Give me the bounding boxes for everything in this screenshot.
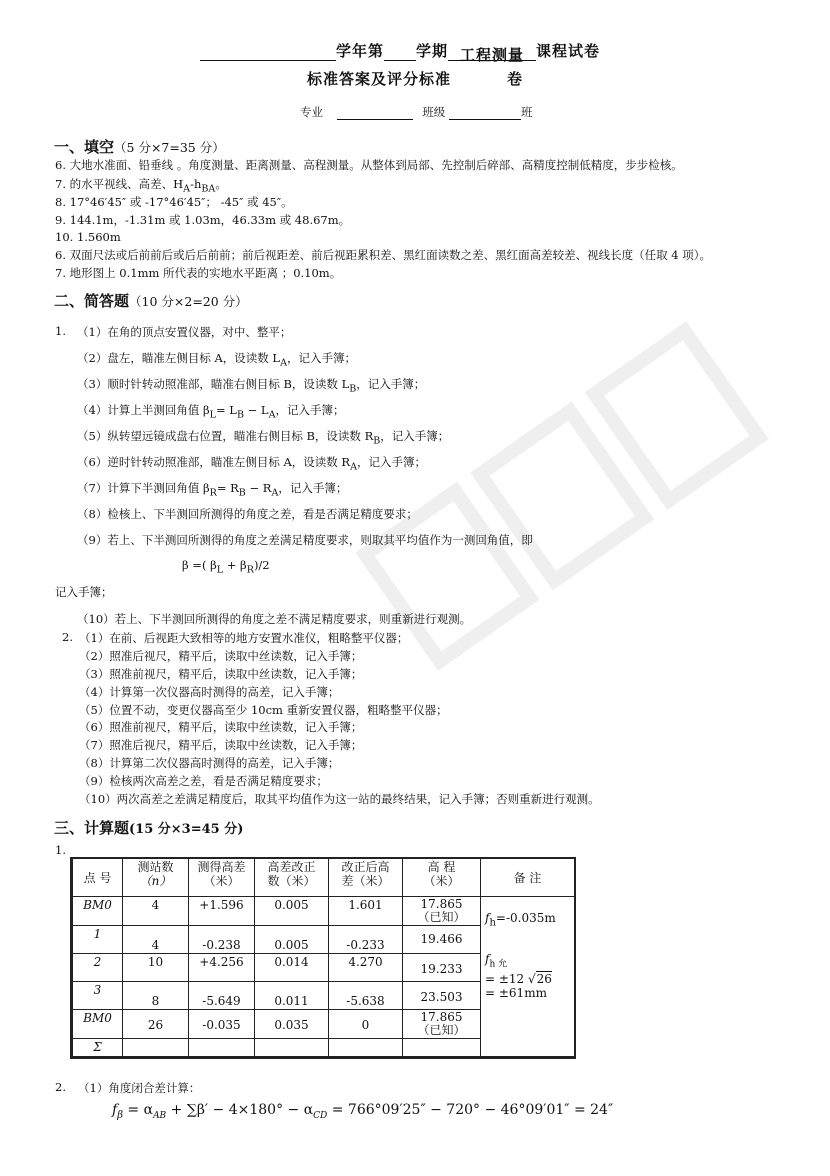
semester-label: 学期 xyxy=(416,42,449,60)
q2-step-1: （1）在前、后视距大致相等的地方安置水准仪，粗略整平仪器； xyxy=(79,631,409,645)
stations-cell: 4 xyxy=(123,897,189,926)
remark-fhr-sub: h 允 xyxy=(489,959,508,970)
exam-title-line1 xyxy=(200,40,601,64)
q1-num: 1. xyxy=(55,324,66,338)
corrected-cell: -5.638 xyxy=(329,982,403,1010)
q1-step-5: （5）纵转望远镜成盘右位置，瞄准右侧目标 B，设读数 $R_B$，记入手簿； xyxy=(77,429,450,447)
point-cell: 3 xyxy=(73,982,123,1010)
table-header-row xyxy=(73,859,575,897)
point-cell-sum: Σ xyxy=(73,1039,123,1057)
point-cell: BM0 xyxy=(73,897,123,926)
answer-key-label: 标准答案及评分标准 xyxy=(307,70,452,88)
col-header-measured-l1: 测得高差 xyxy=(197,860,246,874)
fill-item-7a xyxy=(55,176,227,194)
major-class-line xyxy=(300,104,532,120)
q1-step-4-eq: = L xyxy=(216,403,237,417)
fill-item-9: 9. 144.1m，-1.31m 或 1.03m，46.33m 或 48.67m。 xyxy=(55,213,351,227)
table-row xyxy=(73,897,575,926)
q1-step-4-text: （4）计算上半测回角值 β xyxy=(77,403,210,417)
correction-cell: 0.014 xyxy=(255,954,329,982)
fill-item-7a-sub-b: BA xyxy=(201,183,216,195)
col-header-stations xyxy=(123,859,189,897)
formula-ab-sub: AB xyxy=(153,1110,167,1121)
remark-allow-expr: = ±12 √26 xyxy=(485,971,552,986)
fill-item-6a: 6. 大地水准面、铅垂线 。角度测量、距离测量、高程测量。从整体到局部、先控制后碎部、高精度控制低精度，步步检核。 xyxy=(55,158,683,172)
remark-cell xyxy=(481,897,575,1057)
elevation-cell xyxy=(403,897,481,926)
remark-fh xyxy=(485,911,570,930)
correction-cell: 0.035 xyxy=(255,1010,329,1039)
class-label: 班级 xyxy=(422,105,446,119)
measured-cell: +1.596 xyxy=(189,897,255,926)
q1-step-2-tail: ，记入手簿； xyxy=(287,351,356,365)
remark-allow-expr-a: = ±12 xyxy=(485,971,525,986)
q1-step-6-tail: ，记入手簿； xyxy=(357,455,427,469)
section2-title xyxy=(54,290,248,311)
elevation-cell-sum xyxy=(403,1039,481,1057)
correction-cell: 0.011 xyxy=(255,982,329,1010)
point-cell: 1 xyxy=(73,926,123,954)
formula-middle: + ∑β′ − 4×180° − α xyxy=(166,1102,314,1118)
q1-step-4: （4）计算上半测回角值 $\beta_L= L_B - L_A$，记入手簿； xyxy=(77,403,345,421)
section1-title xyxy=(54,136,225,157)
q1-step-7-tail: ，记入手簿； xyxy=(278,481,348,495)
remark-sqrt-value: 26 xyxy=(536,971,552,986)
known-label: （已知） xyxy=(417,910,466,924)
leveling-table xyxy=(72,858,575,1057)
correction-cell-sum xyxy=(255,1039,329,1057)
q2-step-8: （8）计算第二次仪器高时测得的高差，记入手簿； xyxy=(79,756,340,770)
section2-heading: 二、简答题 xyxy=(54,292,130,310)
calc-q1-num: 1. xyxy=(55,843,66,857)
elevation-cell: 23.503 xyxy=(403,982,481,1010)
fill-item-7a-end: 。 xyxy=(215,177,227,191)
q1-step-1: （1）在角的顶点安置仪器，对中、整平； xyxy=(77,325,292,339)
elevation-cell xyxy=(403,1010,481,1039)
beta-formula-c: )/2 xyxy=(253,558,270,572)
exam-title-line2 xyxy=(307,68,523,89)
q1-step-10: （10）若上、下半测回所测得的角度之差不满足精度要求，则重新进行观测。 xyxy=(77,612,472,626)
exam-label: 课程试卷 xyxy=(536,42,601,60)
corrected-cell-sum xyxy=(329,1039,403,1057)
q1-step-8: （8）检核上、下半测回所测得的角度之差，看是否满足精度要求； xyxy=(77,507,418,521)
measured-cell: -5.649 xyxy=(189,982,255,1010)
q1-step-5-text: （5）纵转望远镜成盘右位置，瞄准右侧目标 B，设读数 R xyxy=(77,429,374,443)
remark-fhr-f: f xyxy=(485,952,490,967)
q1-step-4-minus: − L xyxy=(243,403,269,417)
corrected-cell: 4.270 xyxy=(329,954,403,982)
col-header-corrected xyxy=(329,859,403,897)
col-header-correction-l2: 数（米） xyxy=(267,874,316,888)
angle-closure-formula xyxy=(112,1102,613,1121)
corrected-cell: -0.233 xyxy=(329,926,403,954)
elevation-value: 17.865 xyxy=(420,897,463,911)
formula-cd-sub: CD xyxy=(313,1110,328,1121)
known-label: （已知） xyxy=(417,1023,466,1037)
q1-step-5-tail: ，记入手簿； xyxy=(380,429,450,443)
corrected-cell: 0 xyxy=(329,1010,403,1039)
q2-step-10: （10）两次高差之差满足精度后，取其平均值作为这一站的最终结果，记入手簿；否则重新进行观测。 xyxy=(79,792,600,806)
point-cell: 2 xyxy=(73,954,123,982)
q2-step-6: （6）照准前视尺，精平后，读取中丝读数，记入手簿； xyxy=(79,720,363,734)
section3-score: (15 分×3=45 分) xyxy=(129,822,244,837)
corrected-cell: 1.601 xyxy=(329,897,403,926)
formula-result: = 766°09′25″ − 720° − 46°09′01″ = 24″ xyxy=(327,1102,614,1118)
col-header-measured-l2: （米） xyxy=(203,874,240,888)
col-header-stations-l1: 测站数 xyxy=(137,860,174,874)
elevation-cell: 19.466 xyxy=(403,926,481,954)
measured-cell: -0.238 xyxy=(189,926,255,954)
remark-allow-result: = ±61mm xyxy=(485,985,547,1000)
fill-item-7a-sub-a: A xyxy=(183,183,191,195)
major-blank xyxy=(337,106,413,120)
q1-step-9: （9）若上、下半测回所测得的角度之差满足精度要求，则取其平均值作为一测回角值，即 xyxy=(77,533,533,547)
remark-fh-f: f xyxy=(485,911,490,925)
q1-step-3-text: （3）顺时针转动照准部，瞄准右侧目标 B，设读数 L xyxy=(77,377,350,391)
col-header-remark: 备 注 xyxy=(481,859,575,897)
major-label: 专业 xyxy=(300,105,323,119)
stations-cell: 26 xyxy=(123,1010,189,1039)
measured-cell: +4.256 xyxy=(189,954,255,982)
fill-item-6b: 6. 双面尺法或后前前后或后后前前；前后视距差、前后视距累积差、黑红面读数之差、黑红面高差较差、视线长度（任取 4 项）。 xyxy=(55,248,711,262)
section3-title xyxy=(54,817,243,838)
remark-fh-sub: h xyxy=(489,917,496,929)
q2-step-7: （7）照准后视尺，精平后，读取中丝读数，记入手簿； xyxy=(79,738,363,752)
paper-label: 卷 xyxy=(507,70,524,88)
col-header-corrected-l1: 改正后高 xyxy=(341,860,390,874)
section2-score: （10 分×2=20 分） xyxy=(129,294,248,309)
q1-step-7: （7）计算下半测回角值 $\beta_R= R_B - R_A$，记入手簿； xyxy=(77,481,348,499)
q1-step-4-tail: ，记入手簿； xyxy=(275,403,345,417)
col-header-corrected-l2: 差（米） xyxy=(341,874,390,888)
q1-step-7-minus: − R xyxy=(245,481,272,495)
fill-item-7a-text: 7. 的水平视线、高差、H xyxy=(55,177,184,191)
year-label: 学年第 xyxy=(336,42,385,60)
q1-step-7-text: （7）计算下半测回角值 β xyxy=(77,481,210,495)
q2-step-4: （4）计算第一次仪器高时测得的高差，记入手簿； xyxy=(79,685,340,699)
stations-cell: 10 xyxy=(123,954,189,982)
elevation-value: 17.865 xyxy=(420,1010,463,1024)
elevation-cell: 19.233 xyxy=(403,954,481,982)
year-blank xyxy=(200,44,336,61)
correction-cell: 0.005 xyxy=(255,926,329,954)
fill-item-7a-mid: -h xyxy=(190,177,202,191)
q1-step-3-tail: ，记入手簿； xyxy=(356,377,426,391)
q1-step-3: （3）顺时针转动照准部，瞄准右侧目标 B，设读数 $L_B$，记入手簿； xyxy=(77,377,426,395)
col-header-elevation-l1: 高 程 xyxy=(427,860,456,874)
beta-formula: β =( $\beta_L + \beta_R)/2$ xyxy=(182,558,270,576)
calc-q2-label: （1）角度闭合差计算： xyxy=(78,1081,201,1095)
beta-formula-b: + β xyxy=(223,558,247,572)
remark-fh-allow xyxy=(485,952,570,971)
fill-item-8: 8. 17°46′45″ 或 -17°46′45″； -45″ 或 45″。 xyxy=(55,195,293,209)
formula-alpha: = α xyxy=(122,1102,154,1118)
section1-heading: 一、填空 xyxy=(54,138,115,156)
q1-step-6-text: （6）逆时针转动照准部，瞄准左侧目标 A，设读数 R xyxy=(77,455,351,469)
formula-f: f xyxy=(112,1102,118,1118)
formula-f-sub: β xyxy=(117,1109,123,1121)
col-header-point: 点 号 xyxy=(73,859,123,897)
stations-cell: 4 xyxy=(123,926,189,954)
q1-step-2: （2）盘左，瞄准左侧目标 A，设读数 $L_A$，记入手簿； xyxy=(77,351,356,369)
q1-step-7-eq: = R xyxy=(216,481,239,495)
col-header-elevation-l2: （米） xyxy=(423,874,460,888)
correction-cell: 0.005 xyxy=(255,897,329,926)
q2-step-3: （3）照准前视尺，精平后，读取中丝读数，记入手簿； xyxy=(79,667,363,681)
section3-heading: 三、计算题 xyxy=(54,819,130,837)
col-header-elevation xyxy=(403,859,481,897)
measured-cell-sum xyxy=(189,1039,255,1057)
q2-step-2: （2）照准后视尺，精平后，读取中丝读数，记入手簿； xyxy=(79,649,363,663)
section1-score: （5 分×7=35 分） xyxy=(114,140,225,155)
calc-q2-num: 2. xyxy=(55,1080,66,1094)
class-blank xyxy=(449,106,521,120)
col-header-correction xyxy=(255,859,329,897)
q2-num: 2. xyxy=(62,630,73,644)
q2-step-5: （5）位置不动，变更仪器高至少 10cm 重新安置仪器，粗略整平仪器； xyxy=(79,703,448,717)
semester-blank xyxy=(384,44,416,61)
stations-cell: 8 xyxy=(123,982,189,1010)
record-note: 记入手簿； xyxy=(55,585,113,599)
col-header-correction-l1: 高差改正 xyxy=(267,860,316,874)
fill-item-7b: 7. 地形图上 0.1mm 所代表的实地水平距离 ；0.10m。 xyxy=(55,266,342,280)
q2-step-9: （9）检核两次高差之差，看是否满足精度要求； xyxy=(79,774,328,788)
beta-formula-a: β =( β xyxy=(182,558,217,572)
col-header-stations-l2: （n） xyxy=(139,874,172,888)
q1-step-6: （6）逆时针转动照准部，瞄准左侧目标 A，设读数 $R_A$，记入手簿； xyxy=(77,455,427,473)
stations-cell-sum xyxy=(123,1039,189,1057)
measured-cell: -0.035 xyxy=(189,1010,255,1039)
remark-fh-value: =-0.035m xyxy=(495,911,556,925)
class-suffix: 班 xyxy=(520,105,533,119)
point-cell: BM0 xyxy=(73,1010,123,1039)
q1-step-2-text: （2）盘左，瞄准左侧目标 A，设读数 L xyxy=(77,351,281,365)
col-header-measured xyxy=(189,859,255,897)
fill-item-10: 10. 1.560m xyxy=(55,230,121,244)
course-name: 工程测量 xyxy=(448,44,536,61)
